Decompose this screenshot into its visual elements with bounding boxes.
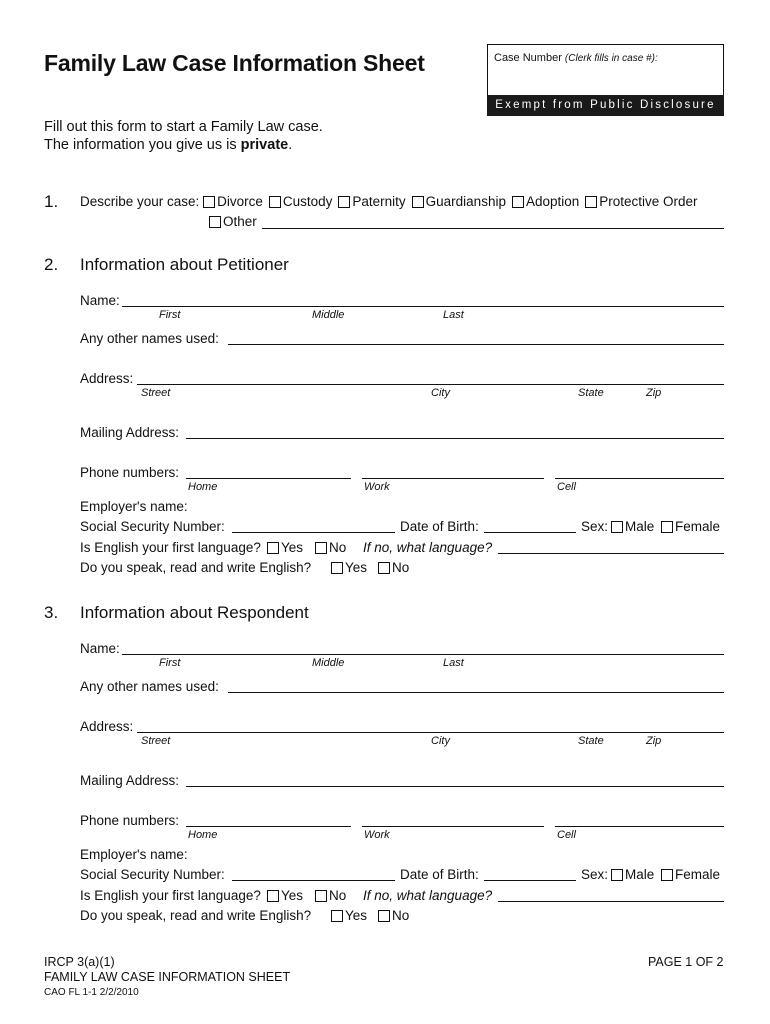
speak-english-no[interactable] <box>378 560 409 575</box>
page-number: PAGE 1 OF 2 <box>648 955 724 969</box>
address-line[interactable] <box>137 732 724 733</box>
mailing-address-label: Mailing Address: <box>80 425 180 440</box>
mailing-address-label: Mailing Address: <box>80 773 180 788</box>
home-caption: Home <box>188 829 218 841</box>
protective-order-checkbox[interactable] <box>585 196 597 208</box>
guardianship-checkbox[interactable] <box>412 196 424 208</box>
english-first-label: Is English your first language? <box>80 540 261 555</box>
sex-male-label: Male <box>625 867 655 882</box>
speak-english-yes[interactable] <box>331 908 367 923</box>
form-code: CAO FL 1-1 2/2/2010 <box>44 987 139 998</box>
dob-label: Date of Birth: <box>400 867 479 882</box>
english-first-yes-checkbox[interactable] <box>267 542 279 554</box>
name-line[interactable] <box>122 654 724 655</box>
english-first-label: Is English your first language? <box>80 888 261 903</box>
street-caption: Street <box>141 735 171 747</box>
sex-male-label: Male <box>625 519 655 534</box>
city-caption: City <box>431 735 450 747</box>
form-name: FAMILY LAW CASE INFORMATION SHEET <box>44 970 291 984</box>
speak-english-label: Do you speak, read and write English? <box>80 908 312 923</box>
speak-english-no-label: No <box>392 908 410 923</box>
section-1-number: 1. <box>44 192 59 211</box>
sex-label: Sex: <box>581 867 609 882</box>
what-language-line[interactable] <box>498 553 724 554</box>
phone-label: Phone numbers: <box>80 813 180 828</box>
cell-caption: Cell <box>557 481 576 493</box>
sex-female-label: Female <box>675 519 721 534</box>
name-line[interactable] <box>122 306 724 307</box>
what-language-label: If no, what language? <box>363 540 493 555</box>
mailing-address-line[interactable] <box>186 786 724 787</box>
sex-female[interactable] <box>661 519 720 534</box>
sex-male[interactable] <box>611 867 654 882</box>
what-language-label: If no, what language? <box>363 888 493 903</box>
intro-line-1: Fill out this form to start a Family Law case. <box>44 119 323 135</box>
speak-english-label: Do you speak, read and write English? <box>80 560 312 575</box>
case-number-label <box>494 52 658 64</box>
phone-label: Phone numbers: <box>80 465 180 480</box>
speak-english-no-label: No <box>392 560 410 575</box>
cell-caption: Cell <box>557 829 576 841</box>
english-first-no-checkbox[interactable] <box>315 542 327 554</box>
sex-female-checkbox[interactable] <box>661 521 673 533</box>
name-first-caption: First <box>159 657 181 669</box>
ssn-line[interactable] <box>232 880 395 881</box>
dob-label: Date of Birth: <box>400 519 479 534</box>
name-last-caption: Last <box>443 309 464 321</box>
other-checkbox[interactable] <box>209 216 221 228</box>
speak-english-no[interactable] <box>378 908 409 923</box>
other-names-label: Any other names used: <box>80 679 219 694</box>
section2-heading: Information about Petitioner <box>80 255 289 274</box>
speak-english-yes-label: Yes <box>345 560 368 575</box>
address-line[interactable] <box>137 384 724 385</box>
cell-phone-line[interactable] <box>555 826 724 827</box>
english-first-yes[interactable] <box>267 888 303 903</box>
english-first-no[interactable] <box>315 540 346 555</box>
form-title: Family Law Case Information Sheet <box>44 50 425 76</box>
english-first-no-label: No <box>329 888 347 903</box>
english-first-yes-label: Yes <box>281 540 304 555</box>
english-first-no-checkbox[interactable] <box>315 890 327 902</box>
adoption-checkbox[interactable] <box>512 196 524 208</box>
work-phone-line[interactable] <box>362 826 544 827</box>
name-label: Name: <box>80 293 120 308</box>
english-first-no-label: No <box>329 540 347 555</box>
intro-text <box>44 118 323 154</box>
english-first-yes-checkbox[interactable] <box>267 890 279 902</box>
paternity-checkbox[interactable] <box>338 196 350 208</box>
section3-number: 3. <box>44 603 59 622</box>
footer-left <box>44 955 290 1000</box>
zip-caption: Zip <box>646 735 662 747</box>
other-names-label: Any other names used: <box>80 331 219 346</box>
english-first-yes[interactable] <box>267 540 303 555</box>
state-caption: State <box>578 387 604 399</box>
name-first-caption: First <box>159 309 181 321</box>
ssn-label: Social Security Number: <box>80 867 225 882</box>
option-guardianship[interactable]: Guardianship <box>412 194 506 209</box>
option-paternity[interactable]: Paternity <box>338 194 405 209</box>
english-first-no[interactable] <box>315 888 346 903</box>
employer-label: Employer's name: <box>80 499 188 514</box>
home-phone-line[interactable] <box>186 826 351 827</box>
cell-phone-line[interactable] <box>555 478 724 479</box>
english-first-yes-label: Yes <box>281 888 304 903</box>
sex-female-label: Female <box>675 867 721 882</box>
work-caption: Work <box>364 481 390 493</box>
case-number-text: Case Number <box>494 52 562 64</box>
speak-english-yes[interactable] <box>331 560 367 575</box>
name-middle-caption: Middle <box>312 309 345 321</box>
other-names-line[interactable] <box>228 692 724 693</box>
sex-male-checkbox[interactable] <box>611 521 623 533</box>
city-caption: City <box>431 387 450 399</box>
other-line[interactable] <box>262 228 724 229</box>
speak-english-no-checkbox[interactable] <box>378 910 390 922</box>
intro-line-2: The information you give us is private. <box>44 137 293 153</box>
ssn-line[interactable] <box>232 532 395 533</box>
sex-female[interactable] <box>661 867 720 882</box>
address-label: Address: <box>80 371 134 386</box>
home-caption: Home <box>188 481 218 493</box>
name-last-caption: Last <box>443 657 464 669</box>
what-language-line[interactable] <box>498 901 724 902</box>
divorce-checkbox[interactable] <box>203 196 215 208</box>
name-label: Name: <box>80 641 120 656</box>
address-label: Address: <box>80 719 134 734</box>
section3-heading: Information about Respondent <box>80 603 309 622</box>
option-divorce[interactable]: Divorce <box>203 194 263 209</box>
home-phone-line[interactable] <box>186 478 351 479</box>
option-custody[interactable]: Custody <box>269 194 333 209</box>
sex-male-checkbox[interactable] <box>611 869 623 881</box>
dob-line[interactable] <box>484 532 576 533</box>
sex-label: Sex: <box>581 519 609 534</box>
street-caption: Street <box>141 387 171 399</box>
speak-english-yes-checkbox[interactable] <box>331 910 343 922</box>
section-1-row <box>80 194 704 209</box>
work-phone-line[interactable] <box>362 478 544 479</box>
other-names-line[interactable] <box>228 344 724 345</box>
name-middle-caption: Middle <box>312 657 345 669</box>
section2-number: 2. <box>44 255 59 274</box>
zip-caption: Zip <box>646 387 662 399</box>
sex-male[interactable] <box>611 519 654 534</box>
case-number-hint: (Clerk fills in case #): <box>564 53 658 64</box>
rule-reference: IRCP 3(a)(1) <box>44 955 115 969</box>
sex-female-checkbox[interactable] <box>661 869 673 881</box>
dob-line[interactable] <box>484 880 576 881</box>
ssn-label: Social Security Number: <box>80 519 225 534</box>
work-caption: Work <box>364 829 390 841</box>
describe-case-label: Describe your case: <box>80 194 200 209</box>
mailing-address-line[interactable] <box>186 438 724 439</box>
speak-english-no-checkbox[interactable] <box>378 562 390 574</box>
option-protective-order[interactable]: Protective Order <box>585 194 697 209</box>
employer-label: Employer's name: <box>80 847 188 862</box>
speak-english-yes-label: Yes <box>345 908 368 923</box>
speak-english-yes-checkbox[interactable] <box>331 562 343 574</box>
custody-checkbox[interactable] <box>269 196 281 208</box>
state-caption: State <box>578 735 604 747</box>
option-adoption[interactable]: Adoption <box>512 194 579 209</box>
exempt-banner: Exempt from Public Disclosure <box>487 95 724 116</box>
option-other[interactable]: Other <box>209 214 257 229</box>
